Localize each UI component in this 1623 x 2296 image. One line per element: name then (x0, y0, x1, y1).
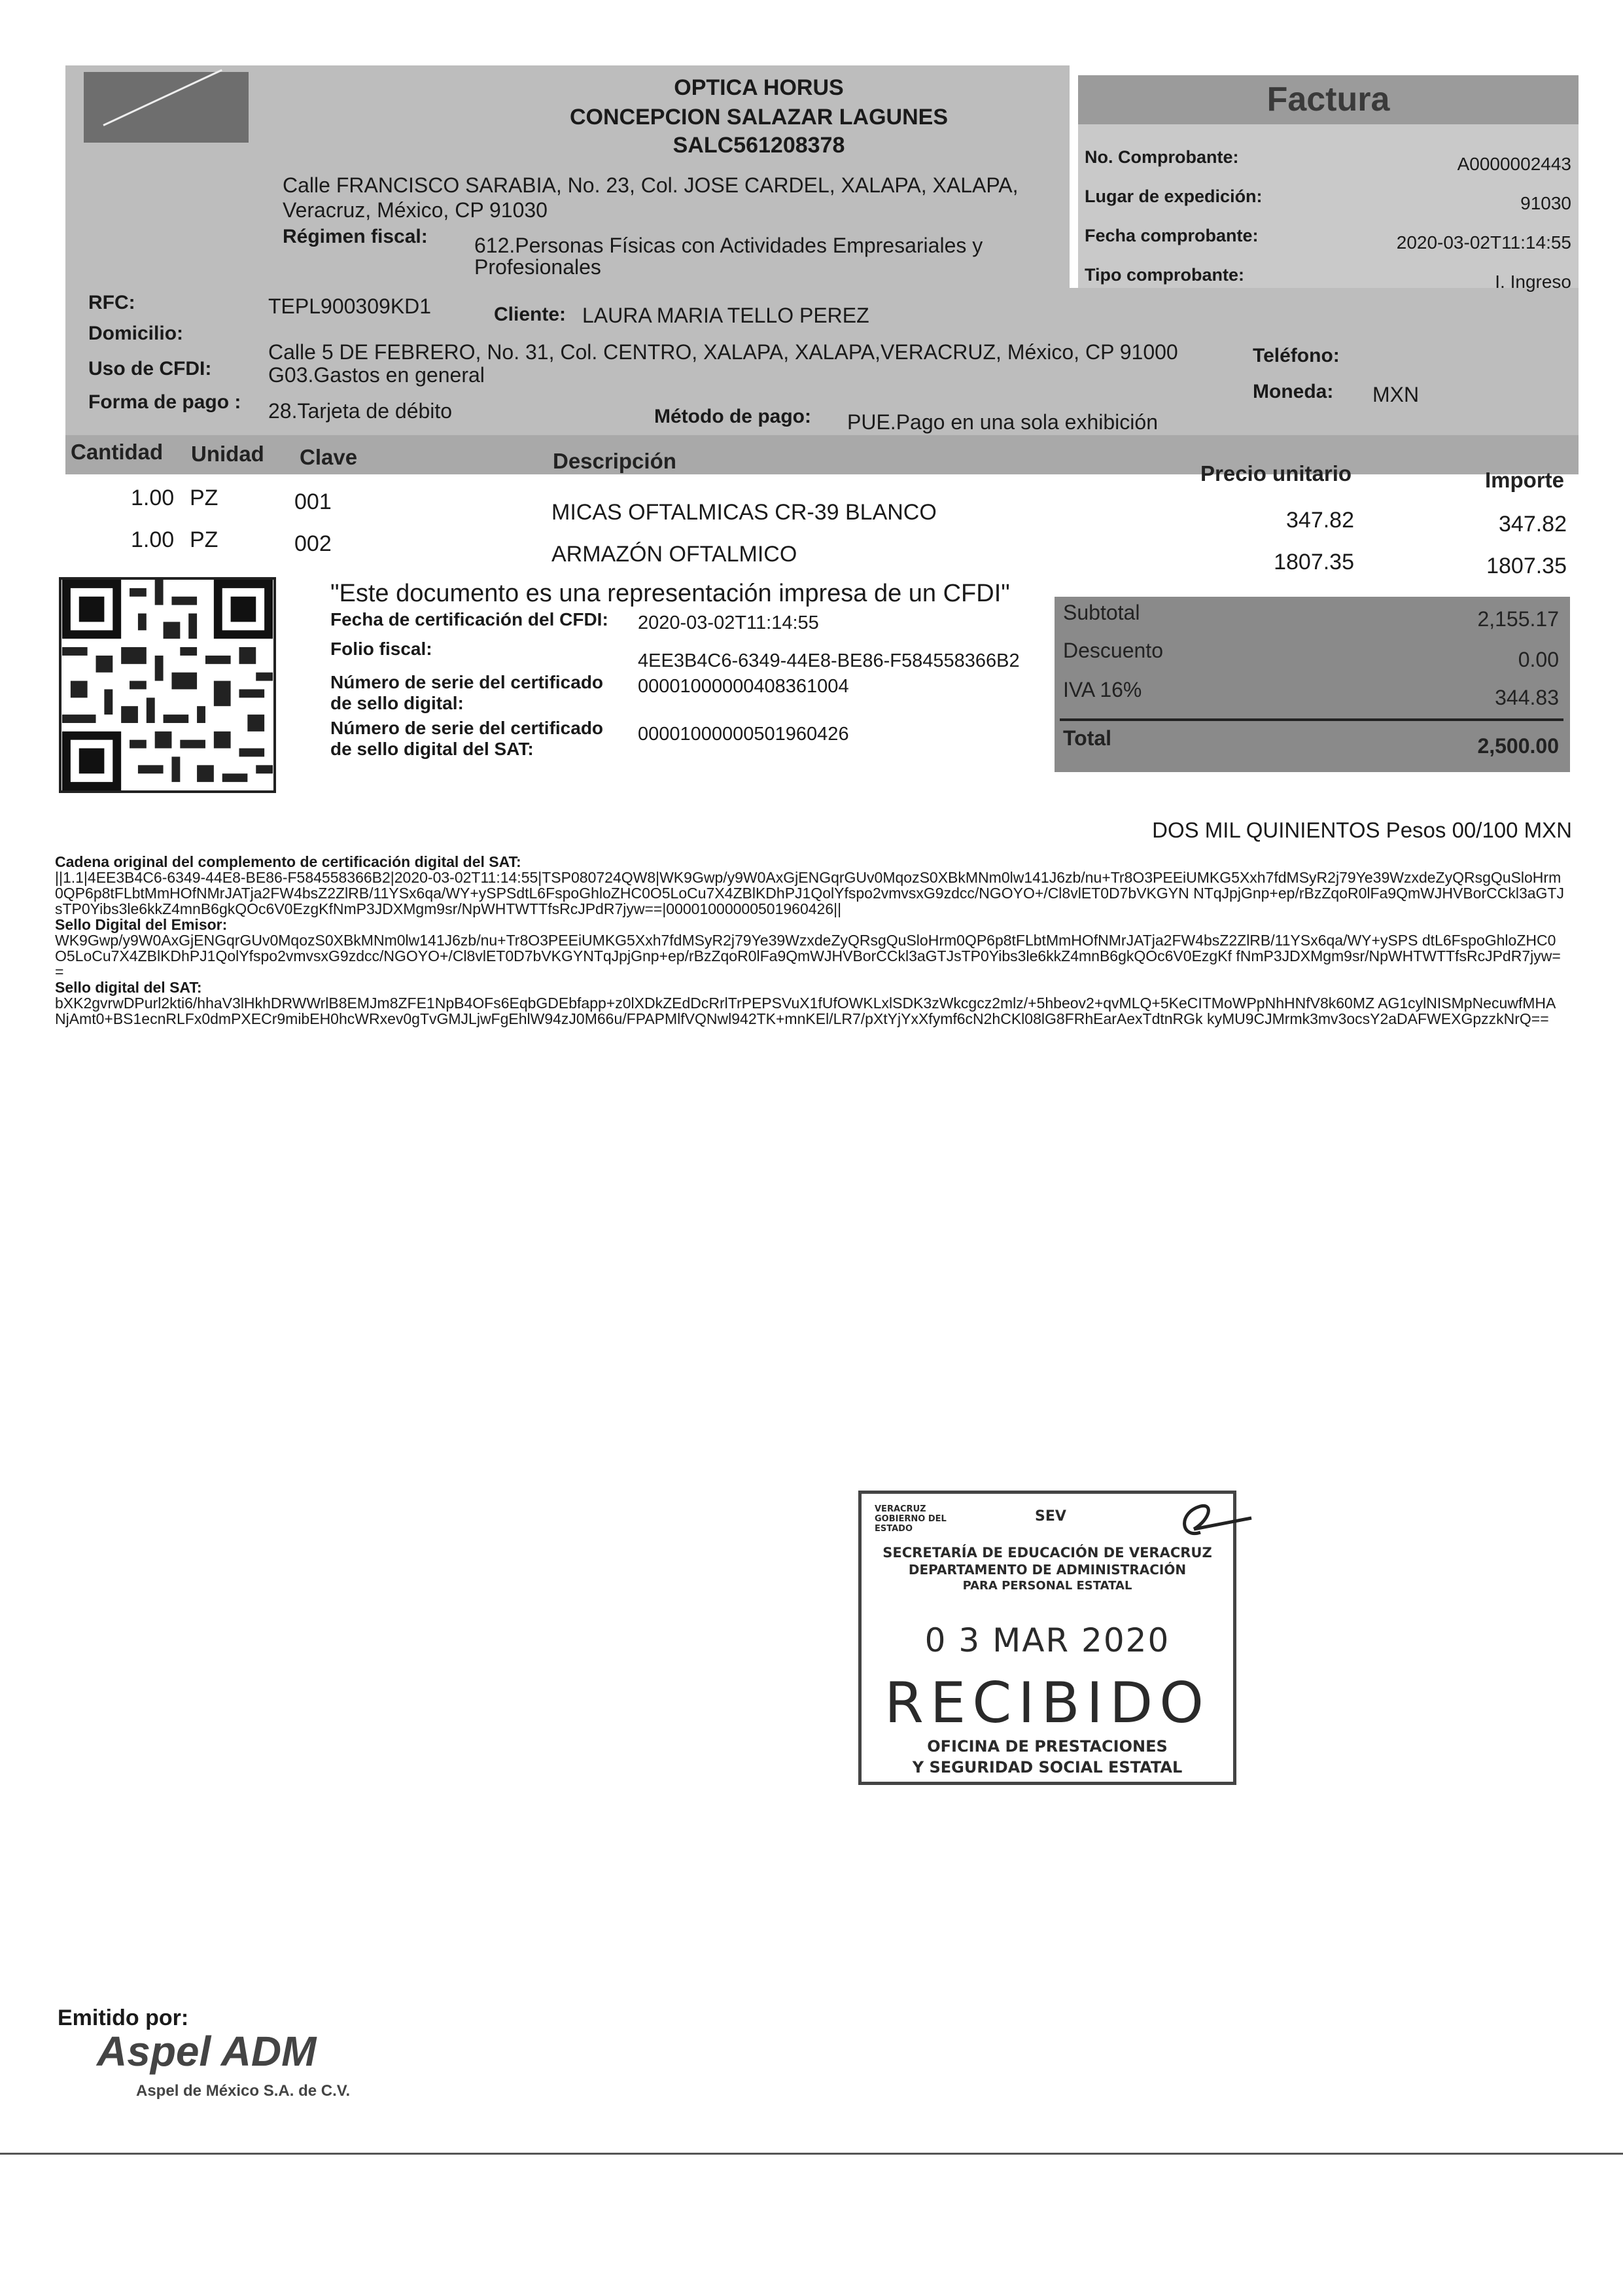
fecha-cert-value: 2020-03-02T11:14:55 (638, 612, 819, 633)
stamp-org-veracruz: VERACRUZ GOBIERNO DEL ESTADO (875, 1504, 947, 1534)
forma-pago-value: 28.Tarjeta de débito (268, 399, 453, 423)
forma-pago-label: Forma de pago : (88, 391, 241, 413)
stamp-org-sev: SEV (1035, 1508, 1066, 1525)
moneda-label: Moneda: (1253, 381, 1334, 402)
uso-cfdi-value: G03.Gastos en general (268, 363, 485, 387)
client-rfc: TEPL900309KD1 (268, 294, 432, 318)
cadena-label: Cadena original del complemento de certificación digital del SAT: (55, 853, 521, 870)
signature-mark (1174, 1493, 1256, 1552)
col-cantidad: Cantidad (71, 440, 164, 464)
serie-cert-label-1: Número de serie del certificado (330, 672, 604, 692)
invoice-field-value: 2020-03-02T11:14:55 (1396, 232, 1571, 253)
aspel-company: Aspel de México S.A. de C.V. (136, 2082, 351, 2100)
cliente-label: Cliente: (494, 304, 567, 325)
emitido-label: Emitido por: (58, 2005, 189, 2030)
client-address: Calle 5 DE FEBRERO, No. 31, Col. CENTRO, XALAPA, XALAPA,VERACRUZ, México, CP 91000 (268, 340, 1178, 364)
col-importe: Importe (1485, 468, 1565, 492)
qr-icon (61, 580, 273, 790)
invoice-field-label: No. Comprobante: (1085, 147, 1239, 167)
stamp-line-3: PARA PERSONAL ESTATAL (962, 1579, 1132, 1593)
subtotal-label: Subtotal (1063, 601, 1140, 624)
page-bottom-line (0, 2153, 1623, 2155)
stamp-line-5: Y SEGURIDAD SOCIAL ESTATAL (912, 1758, 1183, 1776)
line-item-precio: 1807.35 (1274, 550, 1354, 574)
sello-emisor-value: WK9Gwp/y9W0AxGjENGqrGUv0MqozS0XBkMNm0lw141J6zb/nu+Tr8O3PEEiUMKG5Xxh7fdMSyR2j79Ye39WzxdeZyQRsgQuSloHrm0QP6p8tFLbtMmHOfNMrJATja2FW4bsZ2ZlRB/11YSx6qa/WY+ySPS dtL6FspoGhloZHC0O5LoCu7X4ZBlKDhPJ1QolYfspo2vmvsxG9zdcc/NGOYO+/Cl8vlET0D7bVKGYNTqJpjGnp+ep/rBzZqoR0lFa9QmWJHVBorCCkl3aGTJsTP0Yibs3le6kkZ4mnB6gkQOc6V0EzgKf fNmP3JDXMgm9sr/NpWHTWTTfsRcJPdR7jyw== (55, 932, 1561, 980)
line-item-clave: 001 (294, 489, 332, 514)
descuento-label: Descuento (1063, 639, 1163, 662)
stamp-line-1: SECRETARÍA DE EDUCACIÓN DE VERACRUZ (882, 1545, 1212, 1561)
issuer-address-1: Calle FRANCISCO SARABIA, No. 23, Col. JOSE CARDEL, XALAPA, XALAPA, (283, 173, 1019, 197)
col-unidad: Unidad (191, 442, 264, 466)
metodo-pago-value: PUE.Pago en una sola exhibición (847, 410, 1158, 434)
moneda-value: MXN (1372, 383, 1420, 406)
line-item-descripcion: MICAS OFTALMICAS CR-39 BLANCO (551, 500, 937, 525)
invoice-field-label: Fecha comprobante: (1085, 226, 1259, 245)
serie-sat-label-2: de sello digital del SAT: (330, 739, 534, 759)
cadena-original-block (55, 854, 1566, 1027)
sello-sat-label: Sello digital del SAT: (55, 979, 202, 996)
serie-cert-value: 00001000000408361004 (638, 676, 849, 697)
cfdi-note: "Este documento es una representación impresa de un CFDI" (330, 580, 1010, 607)
folio-fiscal-value: 4EE3B4C6-6349-44E8-BE86-F584558366B2 (638, 650, 1020, 671)
serie-sat-value: 00001000000501960426 (638, 724, 849, 745)
issuer-owner: CONCEPCION SALAZAR LAGUNES (569, 105, 949, 130)
invoice-field-label: Lugar de expedición: (1085, 186, 1263, 206)
line-item-cantidad: 1.00 (131, 486, 175, 510)
iva-value: 344.83 (1495, 686, 1559, 709)
issuer-rfc: SALC561208378 (672, 133, 845, 158)
domicilio-label: Domicilio: (88, 323, 184, 344)
folio-fiscal-label: Folio fiscal: (330, 639, 432, 659)
regimen-value-2: Profesionales (474, 255, 601, 279)
client-name: LAURA MARIA TELLO PEREZ (582, 304, 869, 327)
sello-emisor-label: Sello Digital del Emisor: (55, 916, 228, 933)
invoice-field-value: 91030 (1520, 193, 1571, 213)
total-value: 2,500.00 (1477, 734, 1559, 758)
serie-cert-label-2: de sello digital: (330, 693, 464, 713)
descuento-value: 0.00 (1518, 648, 1559, 671)
uso-cfdi-label: Uso de CFDI: (88, 358, 212, 380)
col-clave: Clave (300, 445, 358, 469)
stamp-date: 0 3 MAR 2020 (924, 1621, 1170, 1659)
line-item-importe: 1807.35 (1486, 554, 1567, 578)
invoice-field-value: A0000002443 (1457, 154, 1571, 174)
invoice-field-value: I. Ingreso (1495, 272, 1571, 292)
fecha-cert-label: Fecha de certificación del CFDI: (330, 609, 608, 629)
issuer-address-2: Veracruz, México, CP 91030 (283, 198, 548, 222)
cadena-value: ||1.1|4EE3B4C6-6349-44E8-BE86-F584558366B2|2020-03-02T11:14:55|TSP080724QW8|WK9Gwp/y9W0AxGjENGqrGUv0MqozS0XBkMNm0lw141J6zb/nu+Tr8O3PEEiUMKG5Xxh7fdMSyR2j79Ye39WzxdeZyQRsgQuSloHrm0QP6p8tFLbtMmHOfNMrJATja2FW4bsZ2ZlRB/11YSx6qa/WY+ySPSdtL6FspoGhloZHC0O5LoCu7X4ZBlKDhPJ1QolYfspo2vmvsxG9zdcc/NGOYO+/Cl8vlET0D7bVKGYN NTqJpjGnp+ep/rBzZqoR0lFa9QmWJHVBorCCkl3aGTJsTP0Yibs3le6kkZ4mnB6gkQOc6V0EzgKfNmP3JDXMgm9sr/NpWHTWTTfsRcJPdR7jyw==|00001000000501960426|| (55, 869, 1564, 917)
rfc-label: RFC: (88, 292, 135, 313)
stamp-line-2: DEPARTAMENTO DE ADMINISTRACIÓN (908, 1562, 1187, 1578)
metodo-pago-label: Método de pago: (654, 406, 811, 427)
totals-divider (1060, 718, 1563, 721)
line-item-cantidad: 1.00 (131, 527, 175, 552)
telefono-label: Teléfono: (1253, 345, 1340, 366)
subtotal-value: 2,155.17 (1477, 607, 1559, 631)
regimen-value-1: 612.Personas Físicas con Actividades Empresariales y (474, 234, 983, 257)
serie-sat-label-1: Número de serie del certificado (330, 718, 604, 738)
cfdi-qr-code (59, 577, 276, 793)
line-item-precio: 347.82 (1286, 508, 1354, 533)
amount-in-words: DOS MIL QUINIENTOS Pesos 00/100 MXN (1152, 818, 1572, 842)
aspel-logo: Aspel ADM (97, 2028, 317, 2075)
total-label: Total (1063, 726, 1112, 750)
col-descripcion: Descripción (553, 449, 676, 473)
line-item-importe: 347.82 (1499, 512, 1567, 537)
stamp-recibido: RECIBIDO (884, 1670, 1210, 1736)
regimen-label: Régimen fiscal: (283, 226, 428, 247)
line-item-clave: 002 (294, 531, 332, 556)
iva-label: IVA 16% (1063, 678, 1142, 701)
line-item-descripcion: ARMAZÓN OFTALMICO (551, 542, 797, 567)
stamp-line-4: OFICINA DE PRESTACIONES (927, 1737, 1168, 1756)
sello-sat-value: bXK2gvrwDPurl2kti6/hhaV3lHkhDRWWrlB8EMJm8ZFE1NpB4OFs6EqbGDEbfapp+z0lXDkZEdDcRrlTrPEPSVuX1fUfOWKLxlSDK3zWkcgcz2mlz/+5hbeov2+qvMLQ+5KeCITMoWPpNhHNfV8k60MZ AG1cylNISMpNecuwfMHANjAmt0+BS1ecnRLFx0dmPXECr9mibEH0hcWRxev0gTvGMJLjwFgEhlW94zJ0M66u/FPAPMlfVQNwl942TK+mnKEl/LR7/pXtYjYxXfymf6cN2hCKl08lG8FRhEarAexTdtnRGk kyMU9CJMrmk3mv3ocsY2aDAFWEXGpzzkNrQ== (55, 995, 1556, 1027)
col-precio: Precio unitario (1200, 461, 1352, 486)
line-item-unidad: PZ (190, 486, 218, 510)
issuer-logo (84, 72, 249, 143)
issuer-name: OPTICA HORUS (674, 75, 844, 100)
line-item-unidad: PZ (190, 527, 218, 552)
invoice-field-label: Tipo comprobante: (1085, 265, 1245, 285)
factura-title: Factura (1266, 80, 1390, 118)
